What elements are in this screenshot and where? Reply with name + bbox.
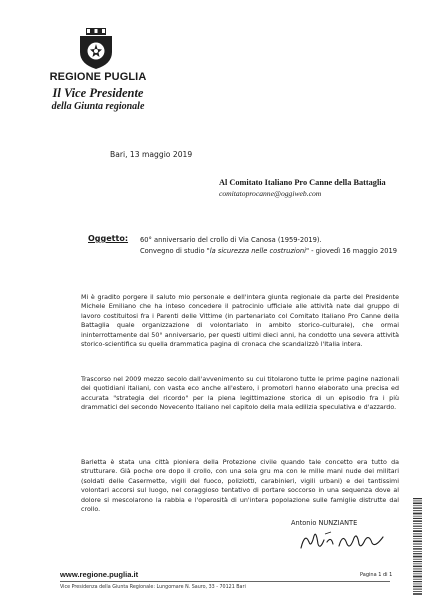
recipient-block [219, 178, 386, 198]
document-barcode [413, 498, 422, 596]
handwritten-signature [297, 528, 387, 554]
subject-line-2 [140, 246, 397, 257]
subject-text [140, 235, 397, 257]
vice-president-subtitle: della Giunta regionale [51, 101, 145, 112]
subject-line-1: 60° anniversario del crollo di Via Canosa (1959-2019). [140, 236, 322, 244]
vice-president-title: Il Vice Presidente [52, 86, 144, 100]
subject-line-2-suffix: " - giovedì 16 maggio 2019 [305, 247, 398, 255]
subject-line-2-italic: la sicurezza nelle costruzioni [209, 247, 306, 255]
footer-divider [60, 581, 390, 582]
recipient-name: Al Comitato Italiano Pro Canne della Battaglia [219, 178, 386, 187]
letter-date: Bari, 13 maggio 2019 [110, 150, 193, 159]
regione-puglia-emblem-icon [78, 28, 114, 70]
subject-line-2-prefix: Convegno di studio " [140, 247, 210, 255]
recipient-email: comitatoprocanne@oggiweb.com [219, 189, 322, 198]
footer-address: Vice Presidenza della Giunta Regionale: Lungomare N. Sauro, 33 - 70121 Bari [60, 585, 246, 590]
region-name: REGIONE PUGLIA [49, 71, 147, 83]
subject-label: Oggetto: [88, 234, 129, 243]
body-paragraph-2: Trascorso nel 2009 mezzo secolo dall'avvenimento su cui titolarono tutte le prime pagine nazionali dei quotidiani italiani, con vasta eco anche all'estero, i promotori hanno elaborato una precisa ed accurata "strategia del ricordo" per la piena legittimazione storica di un episodio fra i più drammatici del secondo Novecento Italiano nel capitolo della mala edilizia speculativa e d'azzardo. [81, 376, 399, 412]
body-paragraph-1: Mi è gradito porgere il saluto mio personale e dell'intera giunta regionale da parte del Presidente Michele Emiliano che ha inteso concedere il patrocinio ufficiale alle attività nate dal gruppo di lavoro costituitosi fra i Parenti delle Vittime (in partenariato col Comitato Italiano Pro Canne della Battaglia quale organizzazione di volontariato in ambito storico-culturale), che ormai ininterrottamente dal 50° anniversario, per questi ultimi dieci anni, ha condotto una severa attività storico-scientifica su quella drammatica pagina di cronaca che scandalizzò l'Italia intera. [81, 294, 399, 349]
website-link[interactable]: www.regione.puglia.it [60, 570, 139, 579]
page-number: Pagina 1 di 1 [360, 572, 393, 578]
body-paragraph-3: Barletta è stata una città pioniera della Protezione civile quando tale concetto era tutto da strutturare. Già poche ore dopo il crollo, con una sola gru ma con le mille mani nude dei militari (soldati delle Casermette, vigili del fuoco, poliziotti, carabinieri, vigili urbani) e dei tantissimi volontari accorsi sul luogo, nel coraggioso tentativo di portare soccorso in una sequenza dove al dolore si mescolarono la rabbia e l'operosità di un'intera popolazione sulle famiglie distrutte dal crollo. [81, 459, 399, 514]
signer-name: Antonio NUNZIANTE [291, 519, 358, 527]
